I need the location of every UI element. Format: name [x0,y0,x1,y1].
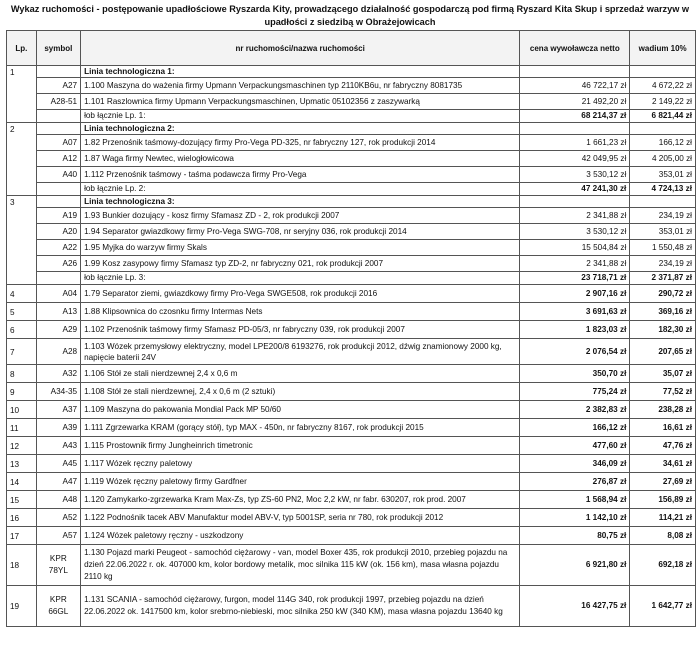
row-symbol: A57 [36,527,80,545]
row-name: 1.130 Pojazd marki Peugeot - samochód ciężarowy - van, model Boxer 435, rok produkcji 2010, przebieg pojazdu na dzień 22.06.2022 r. ok. 407000 km, kolor bordowy metalik, moc silnika 115 kW (ok. 156 km), masa własna pojazdu 2110 kg [81,545,520,586]
row-price [520,196,630,208]
table-row [7,151,696,167]
row-price: 1 142,10 zł [520,509,630,527]
row-wadium: 166,12 zł [630,135,696,151]
row-symbol [36,183,80,196]
row-price: 2 076,54 zł [520,339,630,365]
header-name: nr ruchomości/nazwa ruchomości [81,31,520,66]
row-lp: 12 [7,437,37,455]
row-lp: 1 [7,66,37,123]
row-price [520,66,630,78]
row-price: 276,87 zł [520,473,630,491]
row-price: 2 907,16 zł [520,285,630,303]
group-sum-price: 23 718,71 zł [520,272,630,285]
table-row [7,135,696,151]
group-title: Linia technologiczna 2: [81,123,520,135]
assets-table [6,30,696,627]
row-wadium: 16,61 zł [630,419,696,437]
table-row [7,365,696,383]
row-symbol: KPR 66GL [36,586,80,627]
row-symbol: A34-35 [36,383,80,401]
row-symbol: A52 [36,509,80,527]
group-sum-label: łob łącznie Lp. 2: [81,183,520,196]
row-symbol: A20 [36,224,80,240]
row-price: 477,60 zł [520,437,630,455]
group-title: Linia technologiczna 3: [81,196,520,208]
row-name: 1.115 Prostownik firmy Jungheinrich timetronic [81,437,520,455]
table-row [7,78,696,94]
header-symbol: symbol [36,31,80,66]
header-price: cena wywoławcza netto [520,31,630,66]
row-lp: 4 [7,285,37,303]
group-sum-price: 47 241,30 zł [520,183,630,196]
row-wadium: 1 550,48 zł [630,240,696,256]
row-lp: 16 [7,509,37,527]
row-wadium [630,66,696,78]
row-name: 1.79 Separator ziemi, gwiazdkowy firmy Pro-Vega SWGE508, rok produkcji 2016 [81,285,520,303]
table-row [7,455,696,473]
row-price: 3 530,12 zł [520,167,630,183]
group-sum-wadium: 4 724,13 zł [630,183,696,196]
row-price: 1 823,03 zł [520,321,630,339]
table-row [7,240,696,256]
row-wadium: 234,19 zł [630,256,696,272]
row-lp: 13 [7,455,37,473]
row-symbol: A22 [36,240,80,256]
row-symbol [36,66,80,78]
document-title [0,0,700,30]
row-price: 80,75 zł [520,527,630,545]
row-name: 1.120 Zamykarko-zgrzewarka Kram Max-Zs, typ ZS-60 PN2, Moc 2,2 kW, nr fabr. 630207, rok prod. 2007 [81,491,520,509]
row-symbol: A47 [36,473,80,491]
row-wadium: 238,28 zł [630,401,696,419]
row-price: 21 492,20 zł [520,94,630,110]
row-symbol: A28 [36,339,80,365]
row-price: 1 661,23 zł [520,135,630,151]
row-lp: 5 [7,303,37,321]
row-name: 1.95 Myjka do warzyw firmy Skals [81,240,520,256]
row-wadium: 207,65 zł [630,339,696,365]
row-name: 1.111 Zgrzewarka KRAM (gorący stół), typ MAX - 450n, nr fabryczny 8167, rok produkcji 2015 [81,419,520,437]
row-price: 42 049,95 zł [520,151,630,167]
row-wadium [630,196,696,208]
group-sum-row [7,183,696,196]
table-row [7,256,696,272]
row-name: 1.124 Wózek paletowy ręczny - uszkodzony [81,527,520,545]
row-symbol: A37 [36,401,80,419]
row-symbol: A12 [36,151,80,167]
table-row [7,437,696,455]
table-row [7,208,696,224]
row-symbol: A04 [36,285,80,303]
table-row [7,586,696,627]
row-name: 1.117 Wózek ręczny paletowy [81,455,520,473]
row-name: 1.122 Podnośnik tacek ABV Manufaktur model ABV-V, typ 5001SP, seria nr 780, rok produkcji 2012 [81,509,520,527]
row-symbol: KPR 78YL [36,545,80,586]
row-price: 3 530,12 zł [520,224,630,240]
row-price: 1 568,94 zł [520,491,630,509]
row-symbol: A45 [36,455,80,473]
row-name: 1.131 SCANIA - samochód ciężarowy, furgon, model 114G 340, rok produkcji 1997, przebieg pojazdu na dzień 22.06.2022 ok. 1417500 km, kolor srebrno-niebieski, moc silnika 250 kW (340 KM), masa własna pojazdu 13640 kg [81,586,520,627]
row-symbol: A13 [36,303,80,321]
row-wadium: 369,16 zł [630,303,696,321]
row-name: 1.93 Bunkier dozujący - kosz firmy Sfamasz ZD - 2, rok produkcji 2007 [81,208,520,224]
row-symbol: A26 [36,256,80,272]
row-symbol: A27 [36,78,80,94]
row-symbol [36,272,80,285]
row-name: 1.119 Wózek ręczny paletowy firmy Gardfner [81,473,520,491]
row-symbol: A48 [36,491,80,509]
row-price [520,123,630,135]
group-sum-price: 68 214,37 zł [520,110,630,123]
row-name: 1.102 Przenośnik taśmowy firmy Sfamasz PD-05/3, nr fabryczny 039, rok produkcji 2007 [81,321,520,339]
row-lp: 2 [7,123,37,196]
row-symbol: A19 [36,208,80,224]
table-row [7,321,696,339]
table-row [7,419,696,437]
row-price: 6 921,80 zł [520,545,630,586]
group-title-row [7,196,696,208]
row-price: 350,70 zł [520,365,630,383]
row-symbol [36,110,80,123]
row-name: 1.88 Klipsownica do czosnku firmy Intermas Nets [81,303,520,321]
row-wadium [630,123,696,135]
row-symbol: A39 [36,419,80,437]
table-row [7,383,696,401]
header-wadium: wadium 10% [630,31,696,66]
row-lp: 18 [7,545,37,586]
row-wadium: 27,69 zł [630,473,696,491]
group-title-row [7,66,696,78]
table-row [7,224,696,240]
row-price: 3 691,63 zł [520,303,630,321]
row-wadium: 4 205,00 zł [630,151,696,167]
row-lp: 11 [7,419,37,437]
row-wadium: 34,61 zł [630,455,696,473]
row-wadium: 1 642,77 zł [630,586,696,627]
row-symbol: A29 [36,321,80,339]
row-name: 1.100 Maszyna do ważenia firmy Upmann Verpackungsmaschinen typ 2110KB6u, nr fabryczny 8081735 [81,78,520,94]
group-title-row [7,123,696,135]
table-row [7,339,696,365]
row-price: 166,12 zł [520,419,630,437]
row-name: 1.106 Stół ze stali nierdzewnej 2,4 x 0,6 m [81,365,520,383]
group-title: Linia technologiczna 1: [81,66,520,78]
row-wadium: 353,01 zł [630,224,696,240]
row-wadium: 290,72 zł [630,285,696,303]
group-sum-wadium: 6 821,44 zł [630,110,696,123]
row-price: 2 341,88 zł [520,208,630,224]
row-symbol [36,196,80,208]
row-lp: 10 [7,401,37,419]
row-wadium: 35,07 zł [630,365,696,383]
row-name: 1.87 Waga firmy Newtec, wielogłowicowa [81,151,520,167]
row-wadium: 2 149,22 zł [630,94,696,110]
group-sum-label: łob łącznie Lp. 3: [81,272,520,285]
row-wadium: 182,30 zł [630,321,696,339]
row-wadium: 234,19 zł [630,208,696,224]
row-price: 2 382,83 zł [520,401,630,419]
row-wadium: 114,21 zł [630,509,696,527]
row-wadium: 4 672,22 zł [630,78,696,94]
table-body [7,66,696,627]
table-row [7,285,696,303]
row-price: 46 722,17 zł [520,78,630,94]
row-wadium: 77,52 zł [630,383,696,401]
table-row [7,473,696,491]
row-lp: 14 [7,473,37,491]
group-sum-wadium: 2 371,87 zł [630,272,696,285]
row-price: 2 341,88 zł [520,256,630,272]
row-wadium: 47,76 zł [630,437,696,455]
row-lp: 6 [7,321,37,339]
row-lp: 3 [7,196,37,285]
title-line-2: upadłości z siedzibą w Obrażejowicach [264,17,436,27]
group-sum-row [7,272,696,285]
row-lp: 15 [7,491,37,509]
row-name: 1.108 Stół ze stali nierdzewnej, 2,4 x 0,6 m (2 sztuki) [81,383,520,401]
row-lp: 19 [7,586,37,627]
table-row [7,545,696,586]
row-symbol: A40 [36,167,80,183]
row-symbol: A32 [36,365,80,383]
row-lp: 8 [7,365,37,383]
row-name: 1.94 Separator gwiazdkowy firmy Pro-Vega SWG-708, nr seryjny 036, rok produkcji 2014 [81,224,520,240]
row-symbol: A43 [36,437,80,455]
row-price: 346,09 zł [520,455,630,473]
table-row [7,401,696,419]
row-name: 1.101 Raszlownica firmy Upmann Verpackungsmaschinen, Upmatic 05102356 z zaszywarką [81,94,520,110]
table-row [7,167,696,183]
group-sum-label: łob łącznie Lp. 1: [81,110,520,123]
table-row [7,509,696,527]
row-name: 1.112 Przenośnik taśmowy - taśma podawcza firmy Pro-Vega [81,167,520,183]
row-lp: 9 [7,383,37,401]
row-symbol: A28-51 [36,94,80,110]
header-lp: Lp. [7,31,37,66]
table-row [7,94,696,110]
row-name: 1.82 Przenośnik taśmowy-dozujący firmy Pro-Vega PD-325, nr fabryczny 127, rok produkcji 2014 [81,135,520,151]
table-row [7,527,696,545]
row-lp: 17 [7,527,37,545]
table-row [7,491,696,509]
group-sum-row [7,110,696,123]
row-wadium: 8,08 zł [630,527,696,545]
row-symbol: A07 [36,135,80,151]
row-name: 1.99 Kosz zasypowy firmy Sfamasz typ ZD-2, nr fabryczny 021, rok produkcji 2007 [81,256,520,272]
row-lp: 7 [7,339,37,365]
row-price: 775,24 zł [520,383,630,401]
row-wadium: 353,01 zł [630,167,696,183]
row-price: 15 504,84 zł [520,240,630,256]
row-wadium: 156,89 zł [630,491,696,509]
table-row [7,303,696,321]
row-price: 16 427,75 zł [520,586,630,627]
row-wadium: 692,18 zł [630,545,696,586]
header-row [7,31,696,66]
row-name: 1.103 Wózek przemysłowy elektryczny, model LPE200/8 6193276, rok produkcji 2012, dźwig znamionowy 2000 kg, napięcie baterii 24V [81,339,520,365]
row-name: 1.109 Maszyna do pakowania Mondial Pack MP 50/60 [81,401,520,419]
row-symbol [36,123,80,135]
title-line-1: Wykaz ruchomości - postępowanie upadłościowe Ryszarda Kity, prowadzącego działalność gospodarczą pod firmą Ryszard Kita Skup i sprzedaż warzyw w [10,4,690,14]
